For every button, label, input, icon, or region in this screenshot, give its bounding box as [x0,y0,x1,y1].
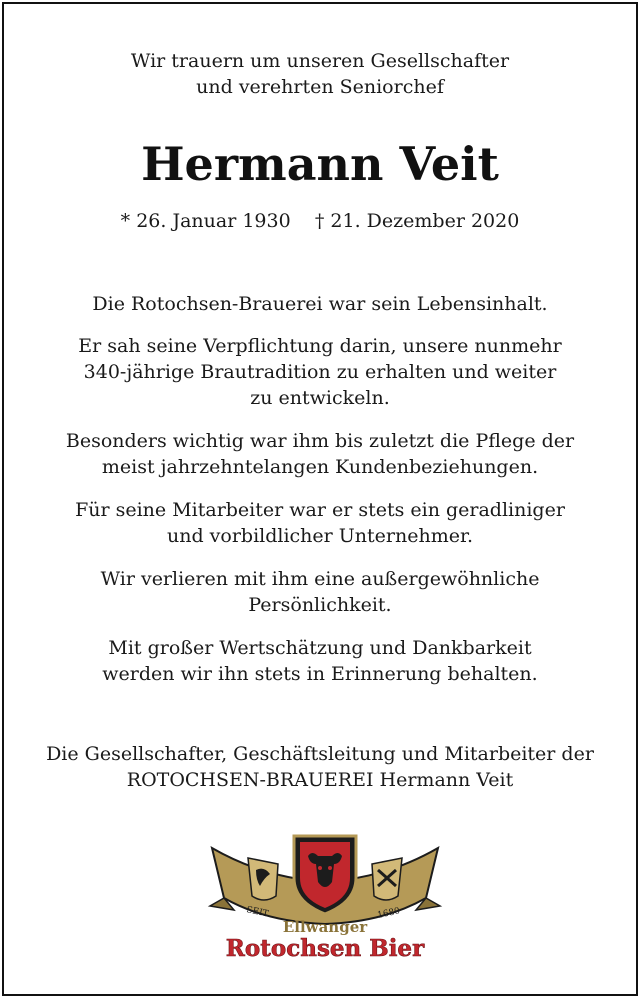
paragraph-4-line-2: und vorbildlicher Unternehmer. [166,525,474,547]
paragraph-5-line-1: Wir verlieren mit ihm eine außergewöhnliche [100,568,540,590]
life-dates [4,208,636,234]
paragraph-1-line-1: Die Rotochsen-Brauerei war sein Lebensinhalt. [92,293,548,315]
paragraph-6-line-1: Mit großer Wertschätzung und Dankbarkeit [108,637,532,659]
logo-seit-text: SEIT [245,905,270,920]
logo-brand-top: Ellwanger [282,918,368,936]
intro-line-1: Wir trauern um unseren Gesellschafter [130,50,510,72]
deceased-name: Hermann Veit [141,137,499,191]
paragraph-2-line-1: Er sah seine Verpflichtung darin, unsere nunmehr [78,335,562,357]
paragraph-6-line-2: werden wir ihn stets in Erinnerung behalten. [102,663,538,685]
paragraph-2-line-3: zu entwickeln. [250,387,390,409]
death-date: † 21. Dezember 2020 [314,210,520,232]
logo-brand-bottom: Rotochsen Bier [225,935,425,962]
rotochsen-logo [204,826,446,962]
paragraph-2-line-2: 340-jährige Brautradition zu erhalten und weiter [83,361,557,383]
logo-year-text: 1680 [376,906,402,921]
birth-date: * 26. Januar 1930 [120,210,291,232]
intro-line-2: und verehrten Seniorchef [196,76,444,98]
paragraph-4-line-1: Für seine Mitarbeiter war er stets ein geradliniger [75,499,565,521]
paragraph-3-line-1: Besonders wichtig war ihm bis zuletzt die Pflege der [65,430,575,452]
signature-line-2: ROTOCHSEN-BRAUEREI Hermann Veit [126,769,514,791]
signature-line-1: Die Gesellschafter, Geschäftsleitung und Mitarbeiter der [46,743,594,765]
obituary-frame [2,2,638,996]
paragraph-3-line-2: meist jahrzehntelangen Kundenbeziehungen. [101,456,539,478]
paragraph-5-line-2: Persönlichkeit. [248,594,392,616]
